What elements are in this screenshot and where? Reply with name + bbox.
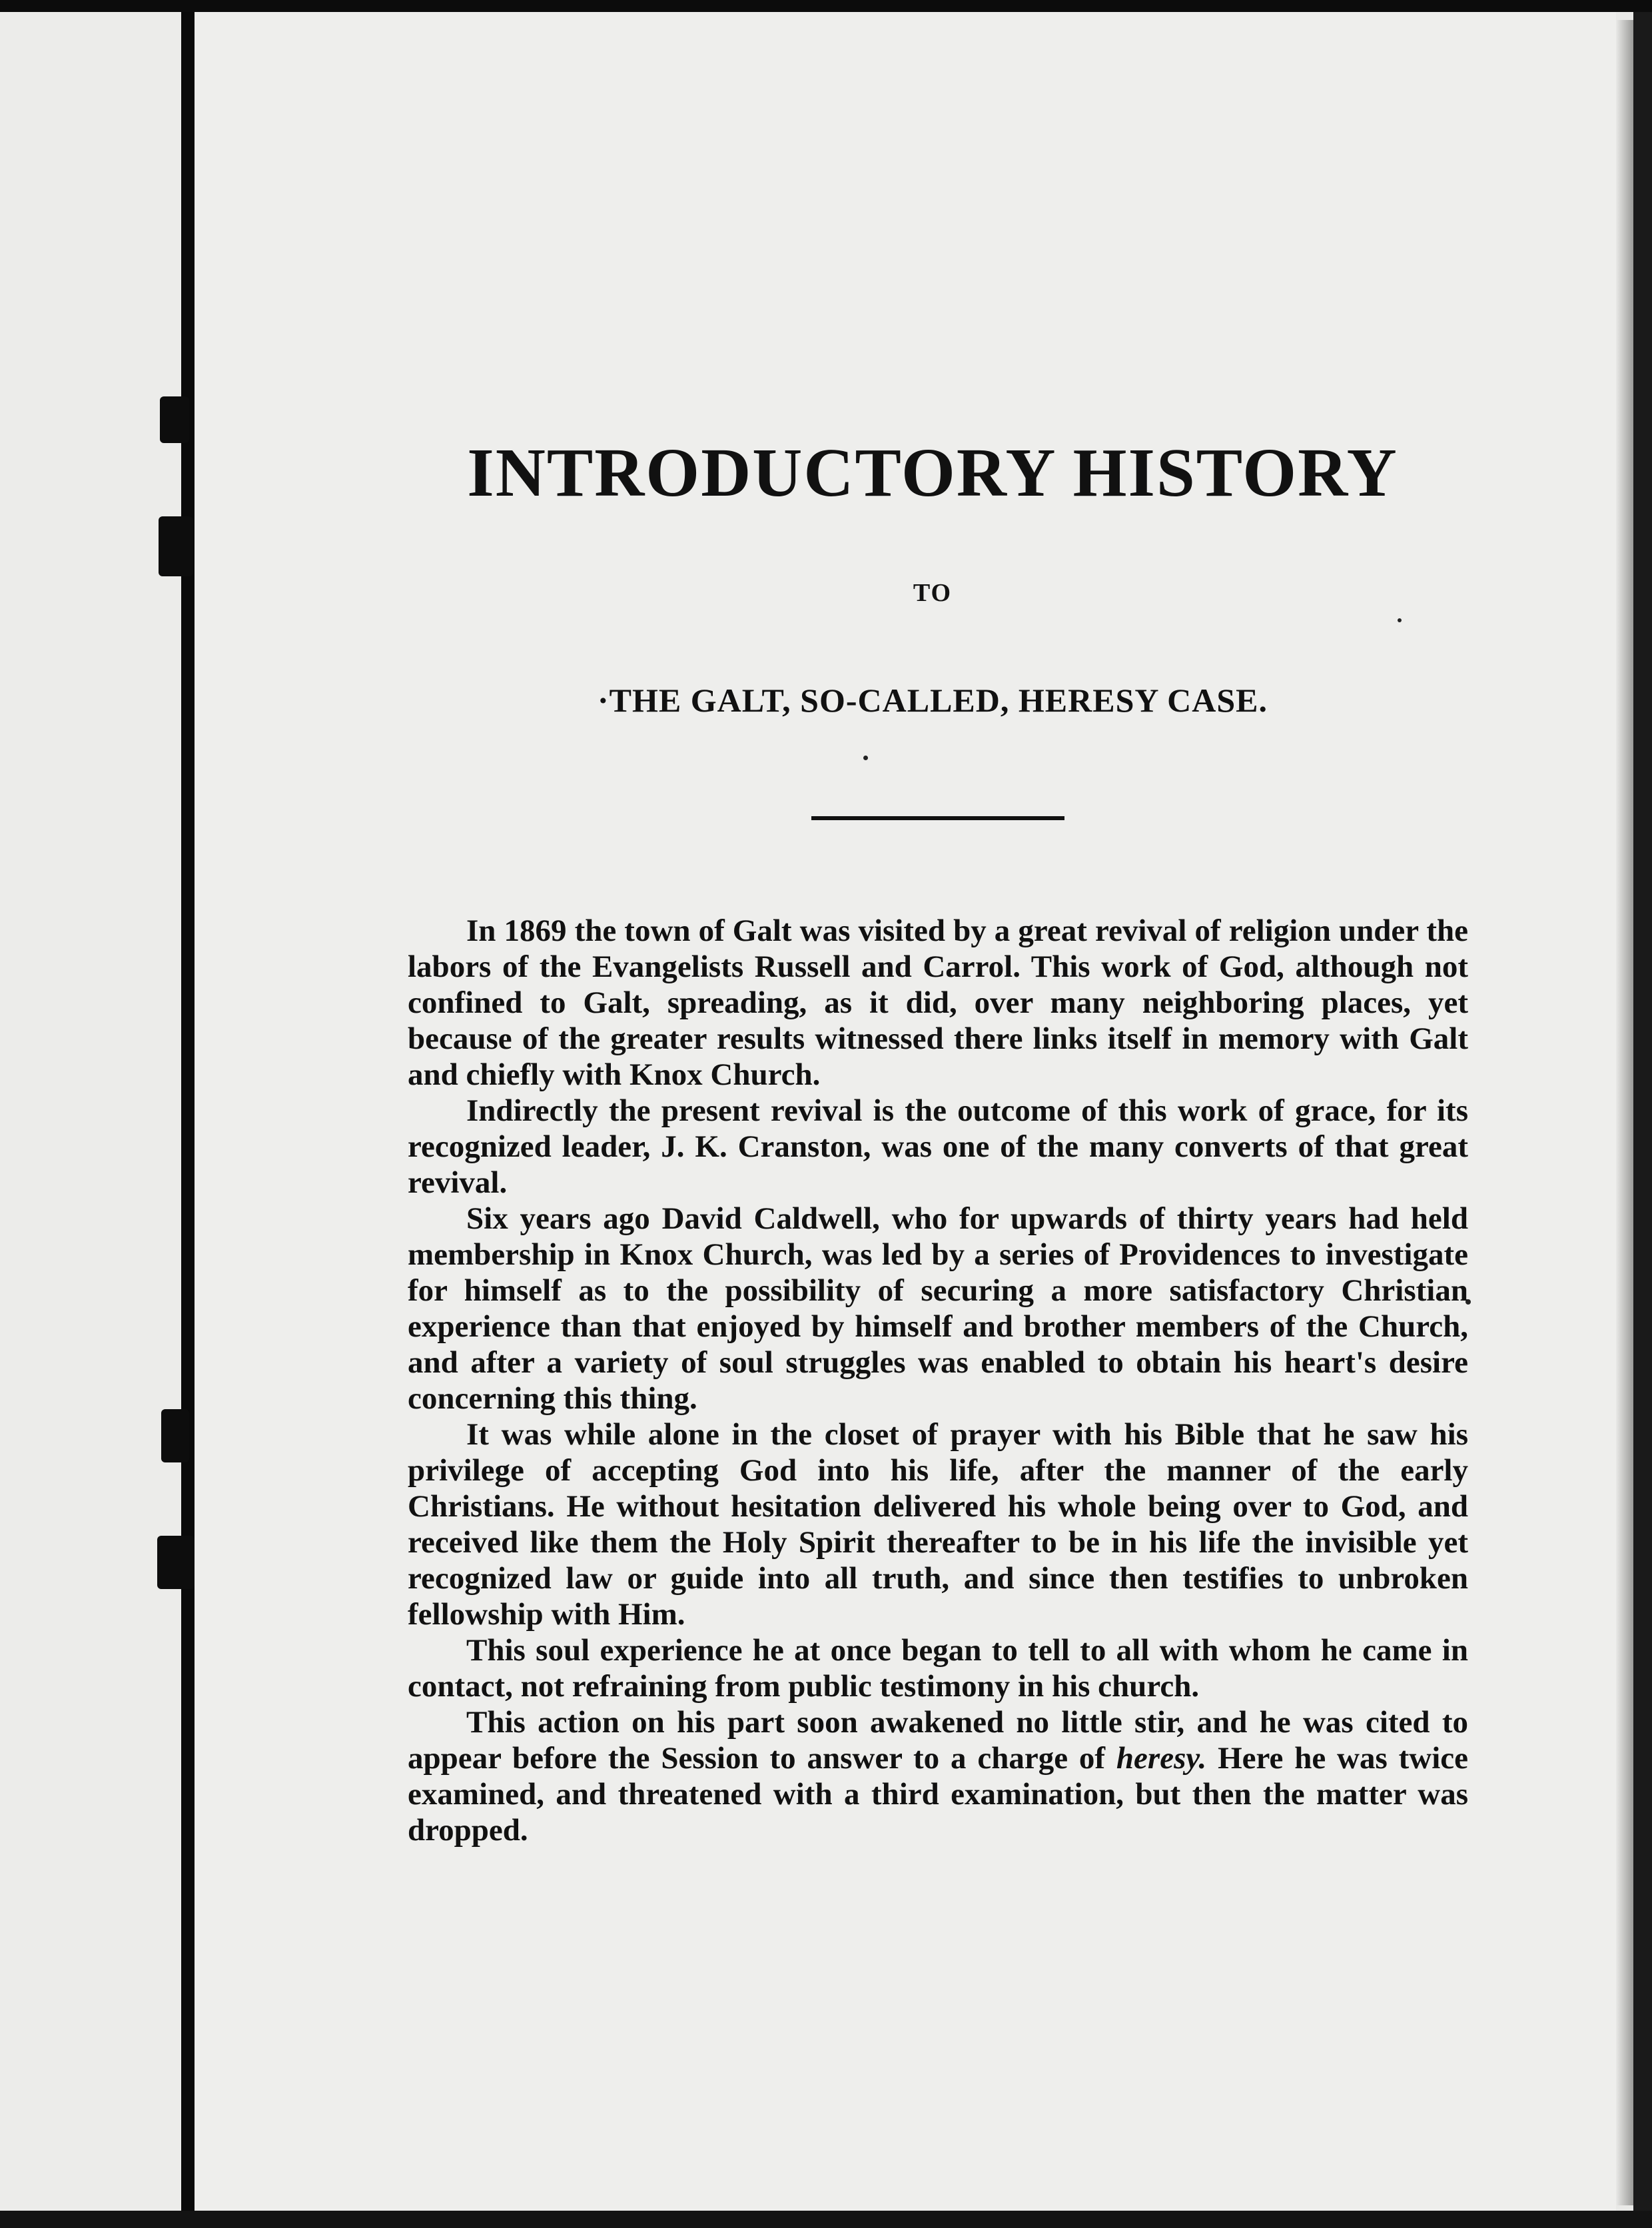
body-paragraph xyxy=(408,1704,1468,1848)
facing-page xyxy=(0,12,181,2211)
body-paragraph: It was while alone in the closet of prayer with his Bible that he saw his privilege of accepting God into his life, after the manner of the early Christians. He without hesitation delivered his whole being over to God, and received like them the Holy Spirit thereafter to be in his life the invisible yet recognized law or guide into all truth, and since then testifies to unbroken fellowship with Him. xyxy=(408,1417,1468,1632)
scan-bottom-edge xyxy=(0,2211,1652,2228)
paragraph-text: Here he was twice examined, and threatened with a third examination, but then the matter was dropped. xyxy=(408,1741,1468,1848)
scan-top-edge xyxy=(0,0,1652,12)
body-paragraph: In 1869 the town of Galt was visited by a great revival of religion under the labors of the Evangelists Russell and Carrol. This work of God, although not confined to Galt, spreading, as it did, over many neighboring places, yet because of the greater results witnessed there links itself in memory with Galt and chiefly with Knox Church. xyxy=(408,913,1468,1092)
paragraph-text: This action on his part soon awakened no little stir, and he was cited to appear before the Session to answer to a charge of xyxy=(408,1705,1468,1776)
ink-speck xyxy=(1398,618,1402,622)
binding-stitch-mark xyxy=(160,396,189,443)
title-divider xyxy=(811,816,1064,820)
page-subtitle: ·THE GALT, SO-CALLED, HERESY CASE. xyxy=(597,682,1268,719)
binding-stitch-mark xyxy=(157,1536,195,1589)
body-text xyxy=(408,913,1468,1848)
title-connector: TO xyxy=(913,579,953,607)
scan-right-edge xyxy=(1633,12,1652,2211)
ink-speck xyxy=(863,756,868,760)
book-spine xyxy=(181,12,195,2211)
body-paragraph: Indirectly the present revival is the outcome of this work of grace, for its recognized leader, J. K. Cranston, was one of the many converts of that great revival. xyxy=(408,1093,1468,1200)
binding-stitch-mark xyxy=(159,516,193,576)
body-paragraph: Six years ago David Caldwell, who for upwards of thirty years had held membership in Knox Church, was led by a series of Providences to investigate for himself as to the possibility of securing a more satisfactory Christian experience than that enjoyed by himself and brother members of the Church, and after a variety of soul struggles was enabled to obtain his heart's desire concerning this thing. xyxy=(408,1201,1468,1416)
page-edge-shadow xyxy=(1616,20,1633,2205)
body-paragraph: This soul experience he at once began to tell to all with whom he came in contact, not refraining from public testimony in his church. xyxy=(408,1633,1468,1704)
page-title: INTRODUCTORY HISTORY xyxy=(467,434,1398,511)
emphasized-word: heresy. xyxy=(1116,1741,1207,1776)
binding-stitch-mark xyxy=(161,1409,189,1462)
